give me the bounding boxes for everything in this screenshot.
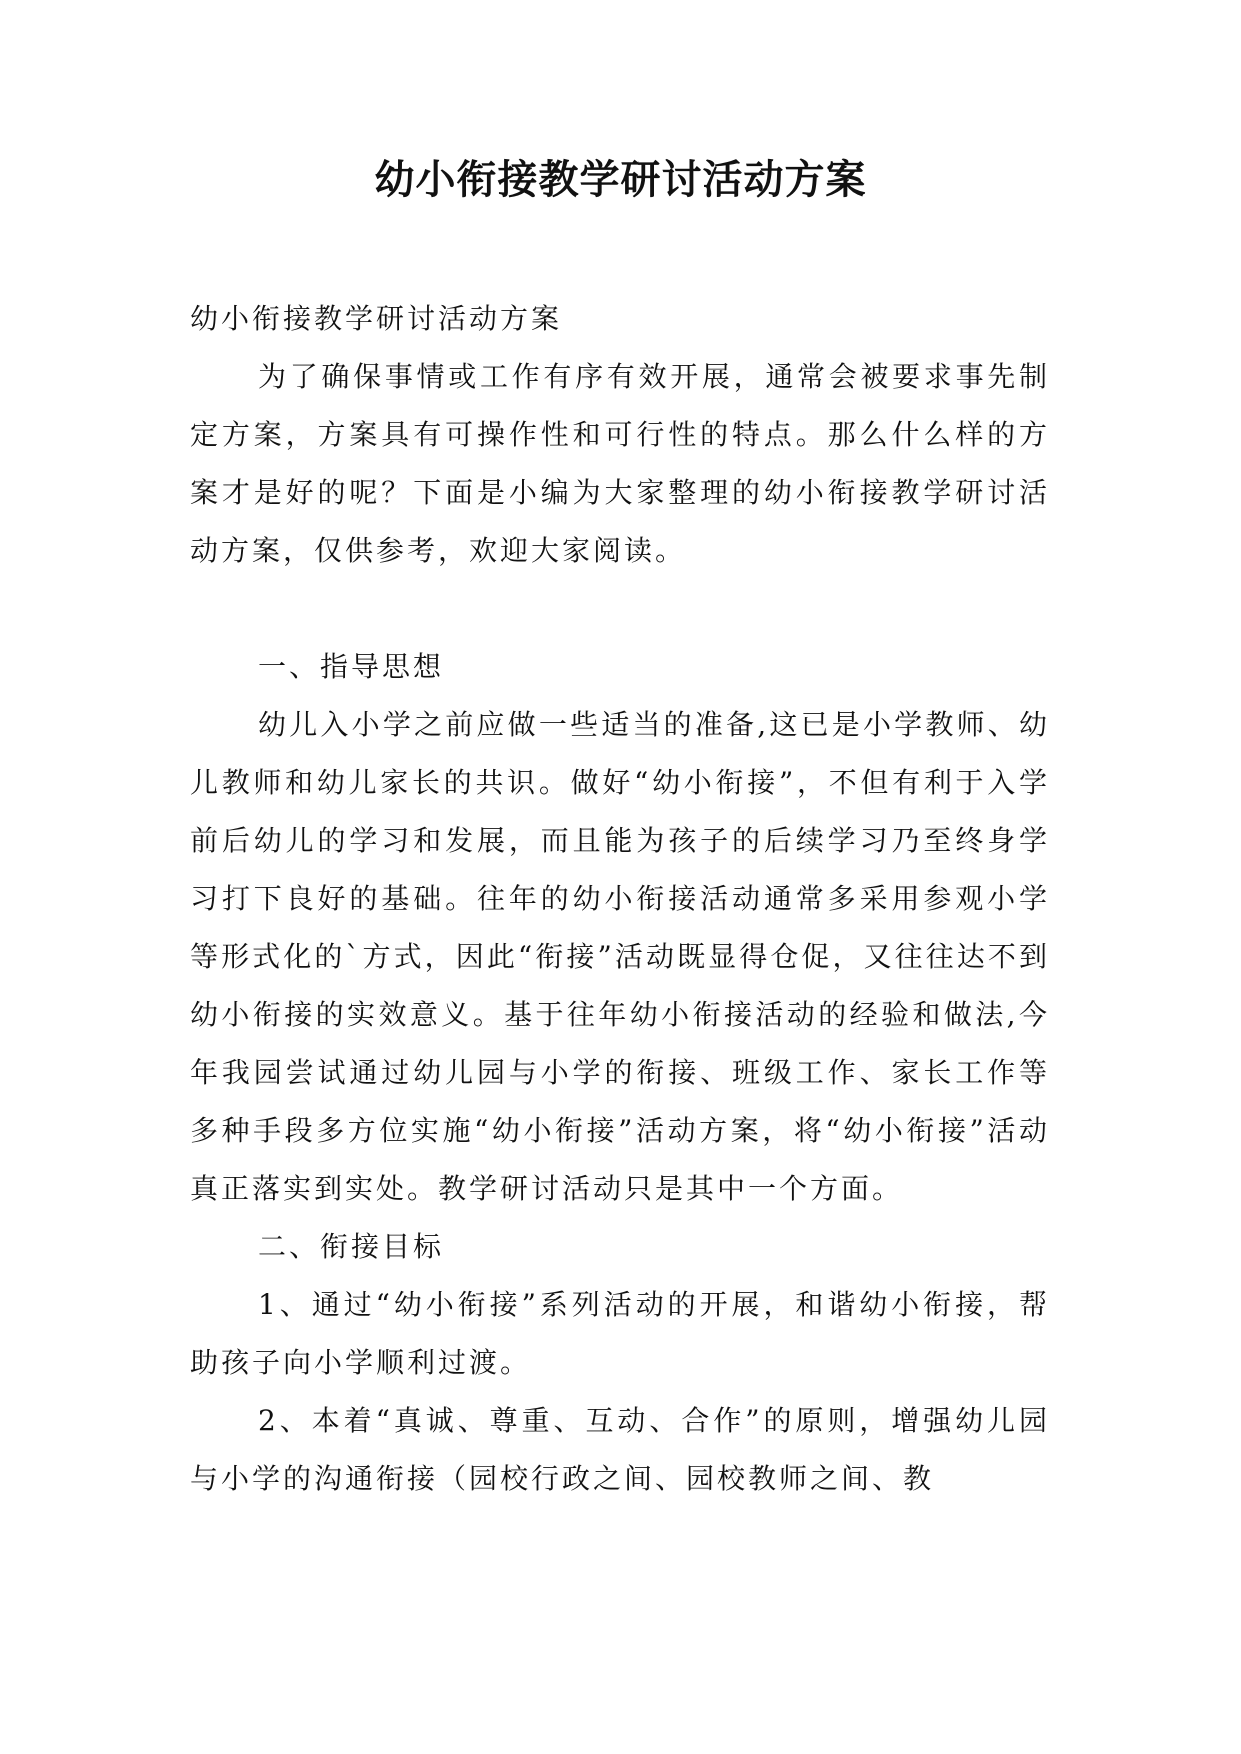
document-title: 幼小衔接教学研讨活动方案 <box>374 156 867 203</box>
paragraph-spacer <box>190 580 1050 638</box>
section-heading-guiding-thought: 一、指导思想 <box>258 650 445 683</box>
document-body <box>190 290 1050 1508</box>
goal-item-1: 1、通过“幼小衔接”系列活动的开展，和谐幼小衔接，帮助孩子向小学顺利过渡。 <box>190 1288 1050 1379</box>
goal-item-2: 2、本着“真诚、尊重、互动、合作”的原则，增强幼儿园与小学的沟通衔接（园校行政之间、园校教师之间、教 <box>190 1404 1050 1495</box>
section-heading-transition-goals: 二、衔接目标 <box>258 1230 445 1263</box>
guiding-thought-paragraph: 幼儿入小学之前应做一些适当的准备,这已是小学教师、幼儿教师和幼儿家长的共识。做好“幼小衔接”，不但有利于入学前后幼儿的学习和发展，而且能为孩子的后续学习乃至终身学习打下良好的基础。往年的幼小衔接活动通常多采用参观小学等形式化的`方式，因此“衔接”活动既显得仓促，又往往达不到幼小衔接的实效意义。基于往年幼小衔接活动的经验和做法,今年我园尝试通过幼儿园与小学的衔接、班级工作、家长工作等多种手段多方位实施“幼小衔接”活动方案，将“幼小衔接”活动真正落实到实处。教学研讨活动只是其中一个方面。 <box>190 708 1050 1205</box>
document-subtitle: 幼小衔接教学研讨活动方案 <box>190 302 563 335</box>
intro-paragraph: 为了确保事情或工作有序有效开展，通常会被要求事先制定方案，方案具有可操作性和可行性的特点。那么什么样的方案才是好的呢？下面是小编为大家整理的幼小衔接教学研讨活动方案，仅供参考，欢迎大家阅读。 <box>190 360 1050 567</box>
